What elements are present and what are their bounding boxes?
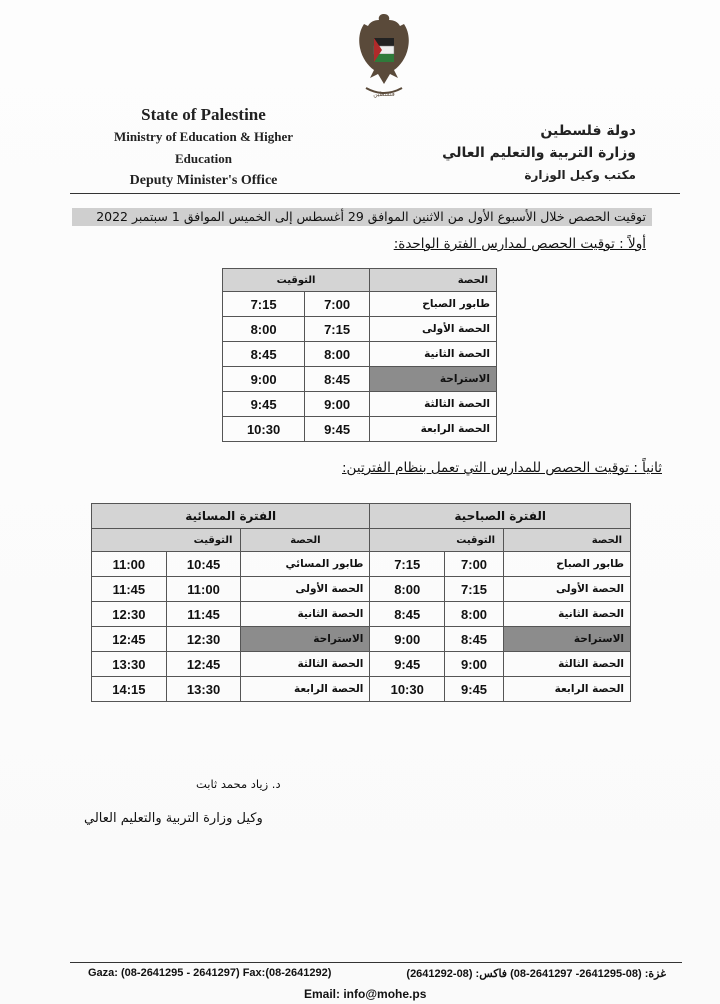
letterhead-office: Deputy Minister's Office	[129, 173, 278, 188]
palestine-eagle-emblem-icon	[352, 8, 416, 100]
period-label: الحصة الثالثة	[370, 392, 497, 417]
evening-start-time: 10:45	[166, 552, 241, 577]
period-start-time: 7:15	[305, 317, 370, 342]
evening-start-time: 11:45	[166, 602, 241, 627]
morning-start-time: 8:00	[445, 602, 504, 627]
evening-start-time: 12:30	[166, 627, 241, 652]
table-row	[223, 367, 497, 392]
morning-shift-header: الفترة الصباحية	[370, 504, 631, 529]
letterhead-ministry: Ministry of Education & Higher	[113, 129, 294, 144]
morning-end-time: 8:45	[370, 602, 445, 627]
table-row	[223, 417, 497, 442]
evening-header-time: التوقيت	[92, 529, 241, 552]
evening-period-label: الاستراحة	[241, 627, 370, 652]
morning-header-time: التوقيت	[370, 529, 504, 552]
table1-header-period: الحصة	[370, 269, 497, 292]
evening-period-label: الحصة الرابعة	[241, 677, 370, 702]
evening-header-period: الحصة	[241, 529, 370, 552]
morning-start-time: 8:45	[445, 627, 504, 652]
morning-start-time: 7:15	[445, 577, 504, 602]
morning-end-time: 10:30	[370, 677, 445, 702]
evening-period-label: طابور المسائي	[241, 552, 370, 577]
footer-contact-arabic: غزة: (08-2641295- 2641297-08) فاكس: (08-2641292)	[406, 968, 666, 980]
evening-start-time: 12:45	[166, 652, 241, 677]
period-end-time: 8:00	[223, 317, 305, 342]
period-label: الحصة الثانية	[370, 342, 497, 367]
letterhead-ar-ministry: وزارة التربية والتعليم العالي	[442, 145, 636, 161]
period-label: طابور الصباح	[370, 292, 497, 317]
evening-start-time: 13:30	[166, 677, 241, 702]
morning-end-time: 9:00	[370, 627, 445, 652]
period-label: الحصة الأولى	[370, 317, 497, 342]
footer-divider	[70, 962, 682, 963]
table-row	[92, 677, 631, 702]
signatory-name: د. زياد محمد ثابت	[196, 777, 281, 791]
evening-end-time: 11:45	[92, 577, 167, 602]
period-start-time: 9:45	[305, 417, 370, 442]
morning-header-period: الحصة	[504, 529, 631, 552]
period-end-time: 10:30	[223, 417, 305, 442]
evening-period-label: الحصة الأولى	[241, 577, 370, 602]
morning-end-time: 8:00	[370, 577, 445, 602]
letterhead-english	[96, 104, 311, 192]
period-label: الاستراحة	[370, 367, 497, 392]
emblem-text: فلسطين	[373, 91, 395, 98]
single-shift-table	[222, 268, 497, 442]
morning-start-time: 9:00	[445, 652, 504, 677]
header-divider	[70, 193, 680, 194]
evening-period-label: الحصة الثالثة	[241, 652, 370, 677]
footer-contact-english: Gaza: (08-2641295 - 2641297) Fax:(08-2641292)	[88, 967, 332, 979]
letterhead-ministry-cont: Education	[174, 151, 233, 166]
table-row	[92, 602, 631, 627]
table-row	[223, 342, 497, 367]
morning-end-time: 7:15	[370, 552, 445, 577]
evening-end-time: 11:00	[92, 552, 167, 577]
table-row	[223, 392, 497, 417]
section-one-title: أولاً : توقيت الحصص لمدارس الفترة الواحدة:	[393, 236, 646, 252]
table2-body	[92, 552, 631, 702]
evening-start-time: 11:00	[166, 577, 241, 602]
morning-start-time: 9:45	[445, 677, 504, 702]
morning-period-label: الحصة الرابعة	[504, 677, 631, 702]
table-row	[223, 317, 497, 342]
table1-body	[223, 292, 497, 442]
table-row	[92, 577, 631, 602]
period-start-time: 7:00	[305, 292, 370, 317]
letterhead-arabic	[396, 120, 636, 186]
morning-period-label: الحصة الثالثة	[504, 652, 631, 677]
period-end-time: 8:45	[223, 342, 305, 367]
evening-shift-header: الفترة المسائية	[92, 504, 370, 529]
evening-period-label: الحصة الثانية	[241, 602, 370, 627]
morning-end-time: 9:45	[370, 652, 445, 677]
morning-period-label: طابور الصباح	[504, 552, 631, 577]
table-row	[223, 292, 497, 317]
letterhead-state: State of Palestine	[141, 105, 266, 124]
period-label: الحصة الرابعة	[370, 417, 497, 442]
table-row	[92, 652, 631, 677]
table-row	[92, 627, 631, 652]
evening-end-time: 14:15	[92, 677, 167, 702]
signatory-title: وكيل وزارة التربية والتعليم العالي	[84, 811, 263, 826]
morning-start-time: 7:00	[445, 552, 504, 577]
morning-period-label: الحصة الثانية	[504, 602, 631, 627]
footer-email: Email: info@mohe.ps	[304, 987, 427, 1001]
table-row	[92, 552, 631, 577]
period-end-time: 7:15	[223, 292, 305, 317]
letterhead-ar-state: دولة فلسطين	[540, 123, 636, 139]
morning-period-label: الاستراحة	[504, 627, 631, 652]
letterhead-ar-office: مكتب وكيل الوزارة	[524, 168, 636, 182]
period-start-time: 8:00	[305, 342, 370, 367]
morning-period-label: الحصة الأولى	[504, 577, 631, 602]
two-shift-table	[91, 503, 631, 702]
evening-end-time: 13:30	[92, 652, 167, 677]
period-end-time: 9:45	[223, 392, 305, 417]
section-two-title: ثانياً : توقيت الحصص للمدارس التي تعمل بنظام الفترتين:	[342, 460, 662, 476]
period-end-time: 9:00	[223, 367, 305, 392]
evening-end-time: 12:30	[92, 602, 167, 627]
period-start-time: 9:00	[305, 392, 370, 417]
document-subtitle: توقيت الحصص خلال الأسبوع الأول من الاثنين الموافق 29 أغسطس إلى الخميس الموافق 1 سبتمبر 2022	[72, 208, 652, 226]
period-start-time: 8:45	[305, 367, 370, 392]
table1-header-time: التوقيت	[223, 269, 370, 292]
evening-end-time: 12:45	[92, 627, 167, 652]
